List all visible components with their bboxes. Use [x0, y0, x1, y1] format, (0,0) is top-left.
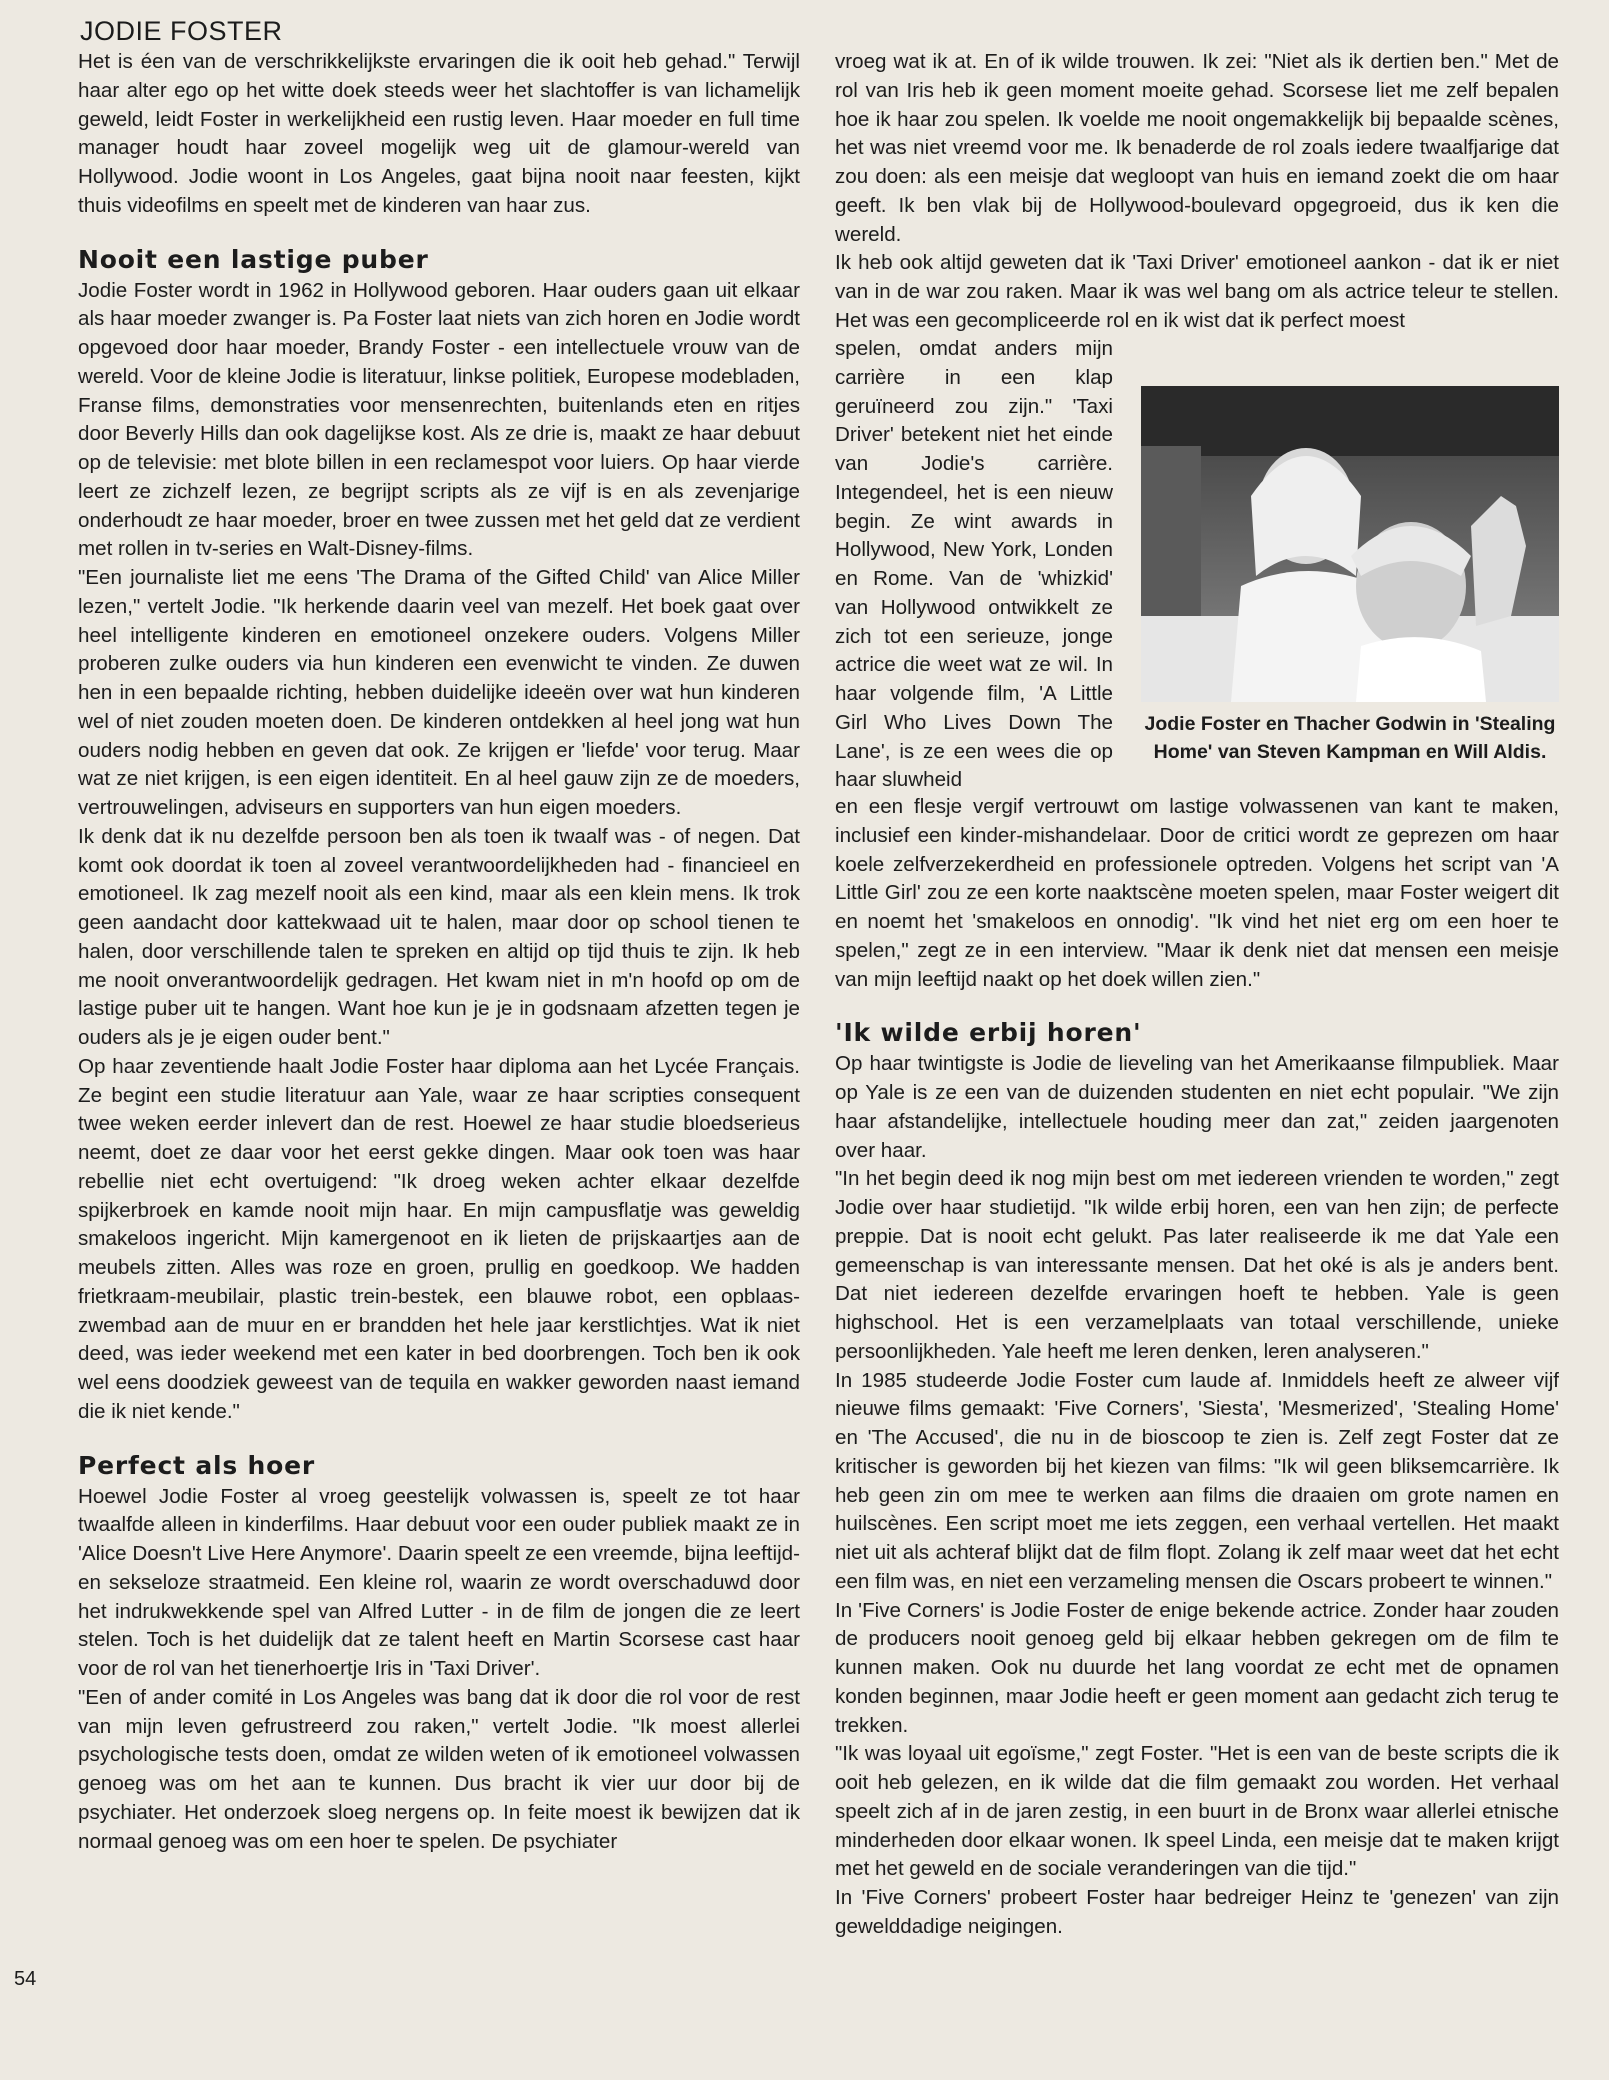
article-photo — [1141, 386, 1559, 702]
article-header: JODIE FOSTER — [80, 16, 283, 46]
right-column-top — [835, 48, 1559, 336]
paragraph: "Een journaliste liet me eens 'The Drama of the Gifted Child' van Alice Miller lezen," vertelt Jodie. "Ik herkende daarin veel van mezelf. Het boek gaat over heel intelligente kinderen en emotioneel onzekere ouders. Volgens Miller proberen zulke ouders via hun kinderen een evenwicht te vinden. Ze duwen hen in een bepaalde richting, hebben duidelijke ideeën over wat hun kinderen wel of niet zouden moeten doen. De kinderen ontdekken al heel jong wat hun ouders nodig hebben en geven dat ook. Ze krijgen er 'liefde' voor terug. Maar wat ze niet krijgen, is een eigen identiteit. En al heel gauw zijn ze de moeders, vertrouwelingen, adviseurs en supporters van hun eigen moeders. — [78, 566, 800, 819]
paragraph: "In het begin deed ik nog mijn best om met iedereen vrienden te worden," zegt Jodie over haar studietijd. "Ik wilde erbij horen, een van hen zijn; de perfecte preppie. Dat is nooit echt gelukt. Pas later realiseerde ik me dat Yale een gemeenschap is van interessante mensen. Dat het oké is als je anders bent. Dat niet iedereen dezelfde ervaringen hoeft te hebben. Yale is geen highschool. Het is een verzamelplaats van totaal verschillende, unieke persoonlijkheden. Yale heeft me leren denken, leren analyseren." — [835, 1167, 1559, 1363]
section-heading-erbij: 'Ik wilde erbij horen' — [835, 1018, 1142, 1048]
paragraph: "Ik was loyaal uit egoïsme," zegt Foster. "Het is een van de beste scripts die ik ooit heb gelezen, en ik wilde dat die film gemaakt zou worden. Het verhaal speelt zich af in de jaren zestig, in een buurt in de Bronx waar allerlei etnische minderheden door elkaar wonen. Ik speel Linda, een meisje dat te maken krijgt met het geweld en de sociale veranderingen van die tijd." — [835, 1742, 1559, 1881]
right-column-lower — [835, 793, 1559, 1942]
photo-image — [1141, 386, 1559, 702]
paragraph: Ik denk dat ik nu dezelfde persoon ben als toen ik twaalf was - of negen. Dat komt ook doordat ik toen al zoveel verantwoordelijkheden had - financieel en emotioneel. Ik zag mezelf nooit als een kind, maar als een klein mens. Ik trok geen aandacht door kattekwaad uit te halen, maar door op school tienen te halen, door verschillende talen te spreken en altijd op tijd thuis te zijn. Ik heb me nooit onverantwoordelijk gedragen. Het kwam niet in m'n hoofd op om de lastige puber uit te hangen. Want hoe kun je je in godsnaam afzetten tegen je ouders als je je eigen ouder bent." — [78, 824, 800, 1049]
paragraph: In 'Five Corners' is Jodie Foster de enige bekende actrice. Zonder haar zouden de producers nooit genoeg geld bij elkaar hebben gekregen om de film te kunnen maken. Ook nu duurde het lang voordat ze echt met de opnamen konden beginnen, maar Jodie heeft er geen moment aan gedacht zich terug te trekken. — [835, 1598, 1559, 1737]
photo-caption: Jodie Foster en Thacher Godwin in 'Stealing Home' van Steven Kampman en Will Aldis. — [1144, 713, 1556, 763]
paragraph: In 'Five Corners' probeert Foster haar bedreiger Heinz te 'genezen' van zijn gewelddadige neigingen. — [835, 1886, 1559, 1938]
paragraph: spelen, omdat anders mijn carrière in een klap geruïneerd zou zijn." 'Taxi Driver' betekent niet het einde van Jodie's carrière. Integendeel, het is een nieuw begin. Ze wint awards in Hollywood, New York, Londen en Rome. Van de 'whizkid' van Hollywood ontwikkelt ze zich tot een serieuze, jonge actrice die weet wat ze wil. In haar volgende film, 'A Little Girl Who Lives Down The Lane', is ze een wees die op haar sluwheid — [835, 337, 1113, 792]
paragraph: Op haar zeventiende haalt Jodie Foster haar diploma aan het Lycée Français. Ze begint een studie literatuur aan Yale, waar ze haar scripties consequent twee weken eerder inlevert dan de rest. Hoewel ze haar studie bloedserieus neemt, doet ze daar voor het eerst gekke dingen. Maar ook toen was haar rebellie niet echt overtuigend: "Ik droeg weken achter elkaar dezelfde spijkerbroek en kamde nooit mijn haar. En mijn campusflatje was geweldig smakeloos ingericht. Mijn kamergenoot en ik lieten de prijskaartjes aan de meubels zitten. Alles was roze en groen, prullig en goedkoop. We hadden frietkraam-meubilair, plastic trein-bestek, een blauwe robot, een opblaas-zwembad aan de muur en er brandden het hele jaar kerstlichtjes. Wat ik niet deed, was ieder weekend met een kater in bed doorbrengen. Toch ben ik ook wel eens doodziek geweest van de tequila en wakker geworden naast iemand die ik niet kende." — [78, 1054, 800, 1423]
paragraph: Op haar twintigste is Jodie de lieveling van het Amerikaanse filmpubliek. Maar op Yale is ze een van de duizenden studenten en niet echt populair. "We zijn haar afstandelijke, intellectuele houding meer dan zat," zeiden jaargenoten over haar. — [835, 1052, 1559, 1162]
left-column — [78, 48, 800, 1856]
paragraph: "Een of ander comité in Los Angeles was bang dat ik door die rol voor de rest van mijn leven gefrustreerd zou raken," vertelt Jodie. "Ik moest allerlei psychologische tests doen, omdat ze wilden weten of ik emotioneel volwassen genoeg was om het aan te kunnen. Dus bracht ik vier uur door bij de psychiater. Het onderzoek sloeg nergens op. In feite moest ik bewijzen dat ik normaal genoeg was om een hoer te spelen. De psychiater — [78, 1685, 800, 1853]
paragraph: vroeg wat ik at. En of ik wilde trouwen. Ik zei: "Niet als ik dertien ben." Met de rol van Iris heb ik geen moment moeite gehad. Scorsese liet me zelf bepalen hoe ik haar zou spelen. Ik voelde me nooit ongemakkelijk bij bepaalde scènes, het was niet vreemd voor me. Ik benaderde de rol zoals iedere twaalfjarige dat zou doen: als een meisje dat wegloopt van huis en iemand zoekt die om haar geeft. Ik ben vlak bij de Hollywood-boulevard opgegroeid, dus ik ken die wereld. — [835, 50, 1559, 246]
paragraph: Hoewel Jodie Foster al vroeg geestelijk volwassen is, speelt ze tot haar twaalfde alleen in kinderfilms. Haar debuut voor een ouder publiek maakt ze in 'Alice Doesn't Live Here Anymore'. Daarin speelt ze een vreemde, bijna leeftijd- en sekseloze straatmeid. Een kleine rol, waarin ze wordt overschaduwd door het indrukwekkende spel van Alfred Lutter - in de film de jongen die ze leert stelen. Toch is het duidelijk dat ze talent heeft en Martin Scorsese cast haar voor de rol van het tienerhoertje Iris in 'Taxi Driver'. — [78, 1484, 800, 1680]
paragraph: In 1985 studeerde Jodie Foster cum laude af. Inmiddels heeft ze alweer vijf nieuwe films gemaakt: 'Five Corners', 'Siesta', 'Mesmerized', 'Stealing Home' en 'The Accused', die nu in de bioscoop te zien is. Zelf zegt Foster dat ze kritischer is geworden bij het kiezen van films: "Ik wil geen bliksemcarrière. Ik heb geen zin om mee te werken aan films die draaien om grote namen en huilscènes. Een script moet me iets zeggen, een verhaal vertellen. Het maakt niet uit als achteraf blijkt dat de film flopt. Zolang ik zelf maar weet dat het echt een film was, en niet een verzameling mensen die Oscars probeert te winnen." — [835, 1368, 1559, 1593]
section-heading-perfect: Perfect als hoer — [78, 1450, 315, 1480]
right-column-narrow — [835, 335, 1113, 795]
intro-paragraph: Het is éen van de verschrikkelijkste ervaringen die ik ooit heb gehad." Terwijl haar alter ego op het witte doek steeds weer het slachtoffer is van lichamelijk geweld, leidt Foster in werkelijkheid een rustig leven. Haar moeder en full time manager houdt haar zoveel mogelijk weg uit de glamour-wereld van Hollywood. Jodie woont in Los Angeles, gaat bijna nooit naar feesten, kijkt thuis videofilms en speelt met de kinderen van haar zus. — [78, 50, 800, 217]
section-heading-nooit: Nooit een lastige puber — [78, 244, 429, 274]
page-number: 54 — [14, 1968, 37, 1990]
paragraph: Jodie Foster wordt in 1962 in Hollywood geboren. Haar ouders gaan uit elkaar als haar moeder zwanger is. Pa Foster laat niets van zich horen en Jodie wordt opgevoed door haar moeder, Brandy Foster - een intellectuele vrouw van de wereld. Voor de kleine Jodie is literatuur, linkse politiek, Europese modebladen, Franse films, demonstraties voor mensenrechten, buitenlands eten en ritjes door Beverly Hills dan ook dagelijkse kost. Als ze drie is, maakt ze haar debuut op de televisie: met blote billen in een reclamespot voor luiers. Op haar vierde leert ze zichzelf lezen, ze begrijpt scripts als ze vijf is en als zevenjarige onderhoudt ze haar moeder, broer en twee zussen met het geld dat ze verdient met rollen in tv-series en Walt-Disney-films. — [78, 278, 800, 561]
paragraph: Ik heb ook altijd geweten dat ik 'Taxi Driver' emotioneel aankon - dat ik er niet van in de war zou raken. Maar ik was wel bang om als actrice teleur te stellen. Het was een gecompliceerde rol en ik wist dat ik perfect moest — [835, 251, 1559, 332]
paragraph: en een flesje vergif vertrouwt om lastige volwassenen van kant te maken, inclusief een kinder-mishandelaar. Door de critici wordt ze geprezen om haar koele zelfverzekerdheid en professionele optreden. Volgens het script van 'A Little Girl' zou ze een korte naaktscène moeten spelen, maar Foster weigert dit en noemt het 'smakeloos en onnodig'. "Ik vind het niet erg om een hoer te spelen," zegt ze in een interview. "Maar ik denk niet dat mensen een meisje van mijn leeftijd naakt op het doek willen zien." — [835, 795, 1559, 991]
